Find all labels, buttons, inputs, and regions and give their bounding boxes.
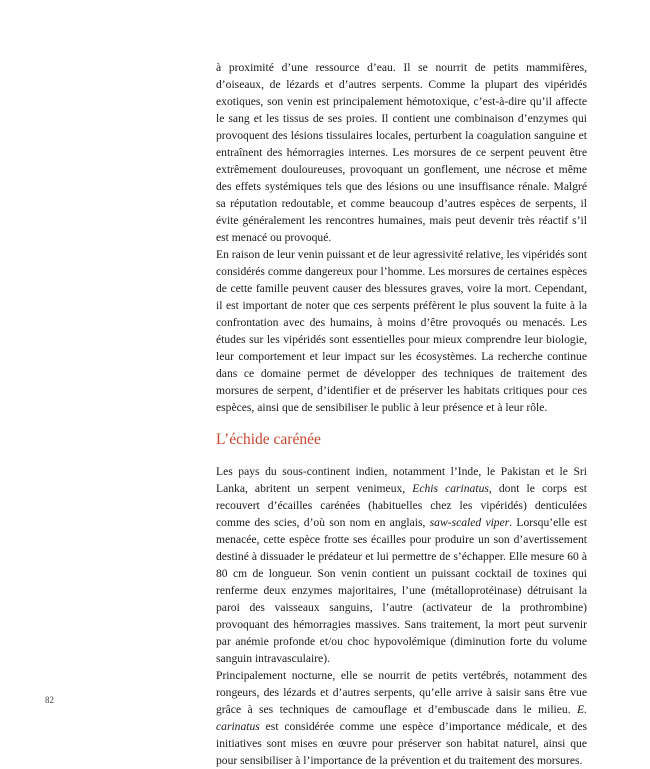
paragraph-text: Principalement nocturne, elle se nourrit de petits vertébrés, notamment des rongeurs, des lézards et d’autres serpents, qu’elle arrive à saisir sans être vue grâce à ses techniques de camouflage et d’embuscade dans le milieu. <box>216 669 587 716</box>
paragraph-echis-carinatus <box>216 463 587 667</box>
paragraph-mode-de-vie <box>216 667 587 769</box>
main-text-column <box>216 59 587 769</box>
paragraph-text: Les pays du sous-continent indien, notamment l’Inde, le Pakistan et le Sri Lanka, abritent un serpent venimeux, <box>216 465 587 495</box>
paragraph-venin-hemotoxique: à proximité d’une ressource d’eau. Il se nourrit de petits mammifères, d’oiseaux, de lézards et d’autres serpents. Comme la plupart des vipéridés exotiques, son venin est principalement hémotoxique, c’est-à-dire qu’il affecte le sang et les tissus de ses proies. Il contient une combinaison d’enzymes qui provoquent des lésions tissulaires locales, perturbent la coagulation sanguine et entraînent des hémorragies internes. Les morsures de ce serpent peuvent être extrêmement douloureuses, provoquant un gonflement, une nécrose et même des effets systémiques tels que des lésions ou une insuffisance rénale. Malgré sa réputation redoutable, et comme beaucoup d’autres espèces de serpents, il évite généralement les rencontres humaines, mais peut devenir très réactif s’il est menacé ou provoqué. <box>216 61 587 244</box>
paragraph-viperides-dangereux: En raison de leur venin puissant et de leur agressivité relative, les vipéridés sont considérés comme dangereux pour l’homme. Les morsures de certaines espèces de cette famille peuvent causer des blessures graves, voire la mort. Cependant, il est important de noter que ces serpents préfèrent le plus souvent la fuite à la confrontation avec des humains, à moins d’être provoqués ou menacés. Les études sur les vipéridés sont essentielles pour mieux comprendre leur biologie, leur comportement et leur impact sur les écosystèmes. La recherche continue dans ce domaine permet de développer des techniques de traitement des morsures de serpent, d’identifier et de préserver les habitats critiques pour ces espèces, ainsi que de sensibiliser le public à leur présence et à leur rôle. <box>216 248 587 414</box>
paragraph-text: , dont le corps est recouvert d’écailles carénées (habituelles chez les vipéridés) denticulées comme des scies, d’où son nom en anglais, <box>216 482 587 529</box>
species-name-italic: Echis carinatus <box>412 482 489 495</box>
section-heading-echide-carenee: L’échide carénée <box>216 431 321 448</box>
english-name-italic: saw-scaled viper <box>429 516 510 529</box>
paragraph-text: est considérée comme une espèce d’importance médicale, et des initiatives sont mises en œuvre pour préserver son habitat naturel, ainsi que pour sensibiliser à l’importance de la prévention et du traitement des morsures. <box>216 720 587 767</box>
paragraph-text: . Lorsqu’elle est menacée, cette espèce frotte ses écailles pour produire un son d’avertissement destiné à dissuader le prédateur et lui permettre de s’échapper. Elle mesure 60 à 80 cm de longueur. Son venin contient un puissant cocktail de toxines qui renferme deux enzymes majoritaires, l’une (métalloprotéinase) détruisant la paroi des vaisseaux sanguins, l’autre (activateur de la prothrombine) provoquant des hémorragies massives. Sans traitement, la mort peut survenir par anémie profonde et/ou choc hypovolémique (diminution forte du volume sanguin intravasculaire). <box>216 516 587 665</box>
page-number: 82 <box>45 695 54 705</box>
species-abbrev-italic: E. carinatus <box>216 703 587 733</box>
